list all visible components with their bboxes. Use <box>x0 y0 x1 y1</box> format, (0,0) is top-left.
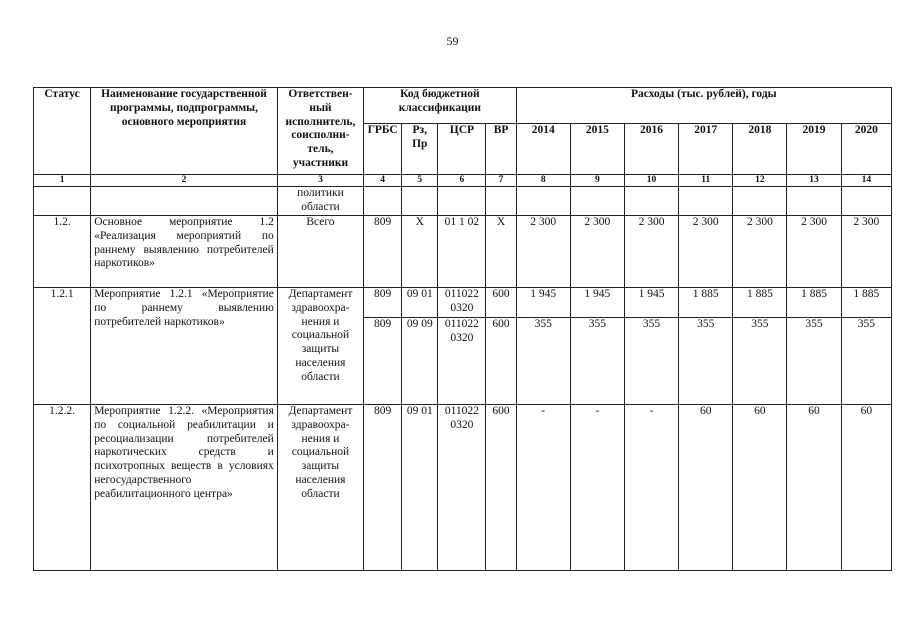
column-number: 9 <box>570 175 624 187</box>
row-value-2014: 355 <box>516 317 570 404</box>
header-year-2015: 2015 <box>570 124 624 175</box>
row-name: Основное мероприятие 1.2 «Реализация мероприятий по раннему выявлению потребителей наркотиков» <box>91 215 278 287</box>
column-number: 12 <box>733 175 787 187</box>
row-value-2020: 2 300 <box>841 215 891 287</box>
header-year-2019: 2019 <box>787 124 841 175</box>
row-value-2014: 2 300 <box>516 215 570 287</box>
row-value-2019: 60 <box>787 404 841 570</box>
column-number: 10 <box>624 175 678 187</box>
row-vr: X <box>486 215 516 287</box>
header-year-2016: 2016 <box>624 124 678 175</box>
column-number: 3 <box>277 175 363 187</box>
column-number: 2 <box>91 175 278 187</box>
continuation-row <box>34 187 892 216</box>
header-expenses: Расходы (тыс. рублей), годы <box>516 88 891 124</box>
row-status: 1.2.1 <box>34 287 91 404</box>
row-value-2014: 1 945 <box>516 287 570 317</box>
row-grbs: 809 <box>364 287 402 317</box>
row-value-2019: 355 <box>787 317 841 404</box>
column-number: 8 <box>516 175 570 187</box>
row-value-2018: 2 300 <box>733 215 787 287</box>
row-value-2015: 2 300 <box>570 215 624 287</box>
row-status: 1.2. <box>34 215 91 287</box>
column-number: 4 <box>364 175 402 187</box>
page-number: 59 <box>446 34 459 48</box>
row-rzpr: 09 01 <box>402 287 438 317</box>
row-csr: 011022 0320 <box>438 404 486 570</box>
row-vr: 600 <box>486 404 516 570</box>
continuation-text: политики области <box>277 187 363 216</box>
row-csr: 01 1 02 <box>438 215 486 287</box>
row-grbs: 809 <box>364 317 402 404</box>
row-value-2018: 355 <box>733 317 787 404</box>
row-value-2016: 2 300 <box>624 215 678 287</box>
column-number: 11 <box>679 175 733 187</box>
row-value-2017: 1 885 <box>679 287 733 317</box>
row-responsible: Департамент здравоохра- нения и социальной защиты населения области <box>277 287 363 404</box>
row-value-2017: 2 300 <box>679 215 733 287</box>
column-number: 6 <box>438 175 486 187</box>
row-rzpr: X <box>402 215 438 287</box>
row-value-2020: 355 <box>841 317 891 404</box>
table-row <box>34 287 892 317</box>
row-value-2017: 355 <box>679 317 733 404</box>
header-csr: ЦСР <box>438 124 486 175</box>
header-year-2018: 2018 <box>733 124 787 175</box>
row-grbs: 809 <box>364 215 402 287</box>
row-grbs: 809 <box>364 404 402 570</box>
header-rzpr: Рз, Пр <box>402 124 438 175</box>
row-rzpr: 09 01 <box>402 404 438 570</box>
header-year-2014: 2014 <box>516 124 570 175</box>
row-value-2018: 1 885 <box>733 287 787 317</box>
row-csr: 011022 0320 <box>438 317 486 404</box>
row-value-2020: 1 885 <box>841 287 891 317</box>
row-value-2015: - <box>570 404 624 570</box>
header-name: Наименование государственной программы, подпрограммы, основного мероприятия <box>91 88 278 175</box>
row-status: 1.2.2. <box>34 404 91 570</box>
row-name: Мероприятие 1.2.2. «Мероприятия по социальной реабилитации и ресоциализации потребителей наркотических средств и психотропных веществ в условиях негосударственного реабилитационного центра» <box>91 404 278 570</box>
row-responsible: Департамент здравоохра- нения и социальной защиты населения области <box>277 404 363 570</box>
row-rzpr: 09 09 <box>402 317 438 404</box>
row-vr: 600 <box>486 287 516 317</box>
header-status: Статус <box>34 88 91 175</box>
column-number: 13 <box>787 175 841 187</box>
column-number: 1 <box>34 175 91 187</box>
column-number: 7 <box>486 175 516 187</box>
column-number: 5 <box>402 175 438 187</box>
row-csr: 011022 0320 <box>438 287 486 317</box>
row-value-2015: 355 <box>570 317 624 404</box>
row-value-2016: - <box>624 404 678 570</box>
row-value-2019: 2 300 <box>787 215 841 287</box>
row-value-2019: 1 885 <box>787 287 841 317</box>
header-grbs: ГРБС <box>364 124 402 175</box>
row-value-2014: - <box>516 404 570 570</box>
row-value-2017: 60 <box>679 404 733 570</box>
row-value-2020: 60 <box>841 404 891 570</box>
row-value-2016: 1 945 <box>624 287 678 317</box>
row-name: Мероприятие 1.2.1 «Мероприятие по раннему выявлению потребителей наркотиков» <box>91 287 278 404</box>
table-row <box>34 404 892 570</box>
header-year-2020: 2020 <box>841 124 891 175</box>
column-number-row <box>34 175 892 187</box>
budget-table <box>33 87 892 571</box>
row-value-2016: 355 <box>624 317 678 404</box>
row-value-2015: 1 945 <box>570 287 624 317</box>
row-vr: 600 <box>486 317 516 404</box>
header-year-2017: 2017 <box>679 124 733 175</box>
header-budget-code: Код бюджетной классификации <box>364 88 517 124</box>
row-value-2018: 60 <box>733 404 787 570</box>
table-row <box>34 215 892 287</box>
row-responsible: Всего <box>277 215 363 287</box>
header-vr: ВР <box>486 124 516 175</box>
column-number: 14 <box>841 175 891 187</box>
header-responsible: Ответствен-ный исполнитель, соисполни-тель, участники <box>277 88 363 175</box>
